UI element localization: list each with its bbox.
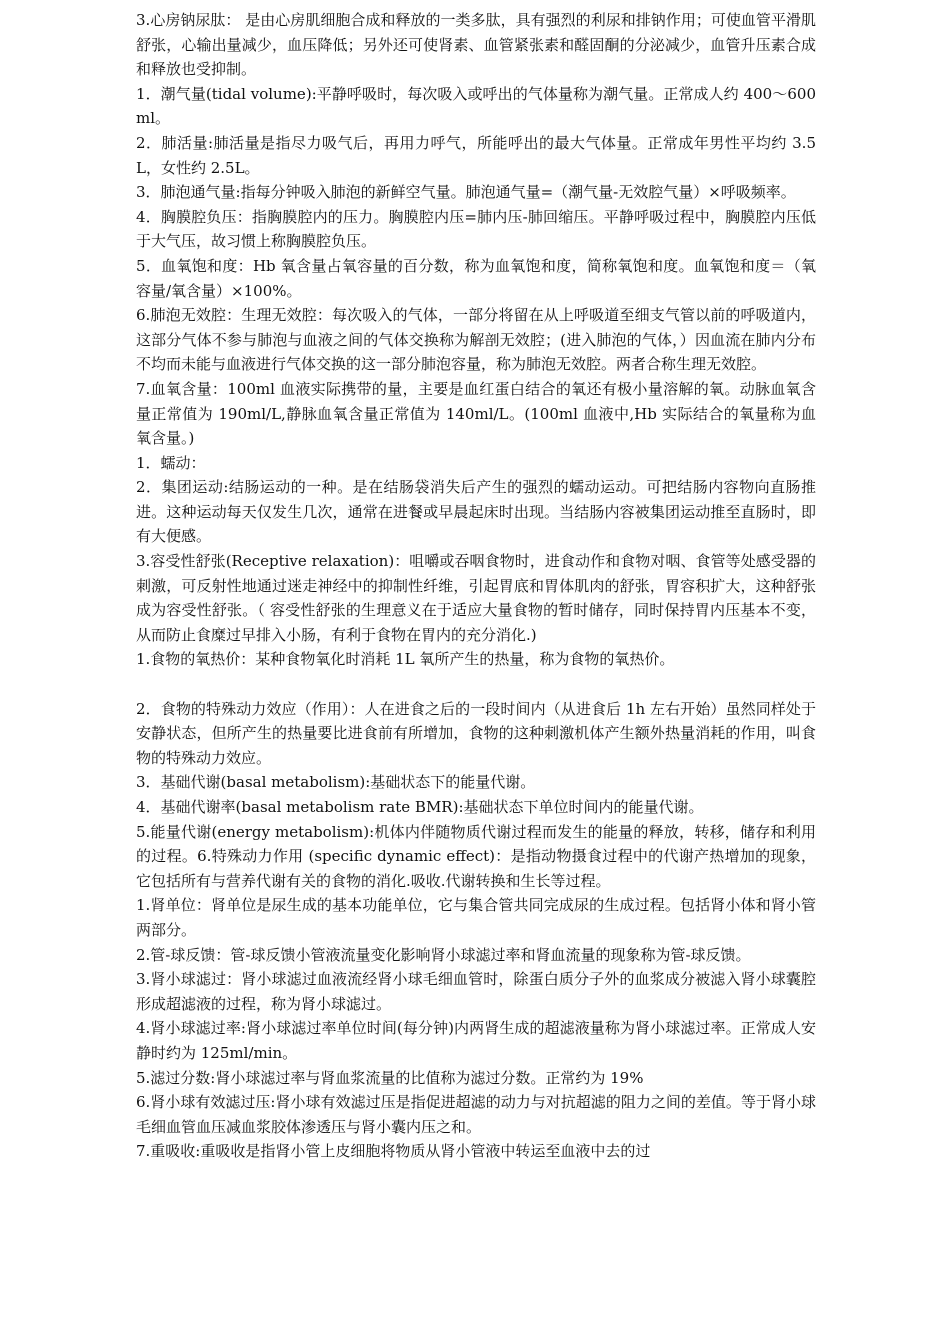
para-basal-metabolic-rate: 4．基础代谢率(basal metabolism rate BMR):基础状态下单位时间内的能量代谢。 xyxy=(136,798,704,816)
para-reabsorption: 7.重吸收:重吸收是指肾小管上皮细胞将物质从肾小管液中转运至血液中去的过 xyxy=(136,1142,651,1161)
para-receptive-relaxation: 3.容受性舒张(Receptive relaxation)：咀嚼或吞咽食物时，进食动作和食物对咽、食管等处感受器的刺激，可反射性地通过迷走神经中的抑制性纤维，引起胃底和胃体肌肉的舒张，胃容积扩大，这种舒张成为容受性舒张。（ 容受性舒张的生理意义在于适应大量食物的暂时储存，同时保持胃内压基本不变，从而防止食糜过早排入小肠，有利于食物在胃内的充分消化.) xyxy=(136,552,816,644)
para-tidal-volume: 1．潮气量(tidal volume):平静呼吸时，每次吸入或呼出的气体量称为潮气量。正常成人约 400～600ml。 xyxy=(136,84,816,128)
blank-line xyxy=(136,672,816,697)
para-glomerular-filtration: 3.肾小球滤过：肾小球滤过血液流经肾小球毛细血管时，除蛋白质分子外的血浆成分被滤入肾小球囊腔形成超滤液的过程，称为肾小球滤过。 xyxy=(136,970,816,1013)
para-mass-movement: 2．集团运动:结肠运动的一种。是在结肠袋消失后产生的强烈的蠕动运动。可把结肠内容物向直肠推进。这种运动每天仅发生几次，通常在进餐或早晨起床时出现。当结肠内容被集团运动推至直肠时，即有大便感。 xyxy=(136,478,816,546)
para-energy-metabolism: 5.能量代谢(energy metabolism):机体内伴随物质代谢过程而发生的能量的释放，转移，储存和利用的过程。6.特殊动力作用 (specific dynamic effect)：是指动物摄食过程中的代谢产热增加的现象，它包括所有与营养代谢有关的食物的消化.吸收.代谢转换和生长等过程。 xyxy=(136,822,816,890)
para-atrial-natriuretic-peptide: 3.心房钠尿肽： 是由心房肌细胞合成和释放的一类多肽，具有强烈的利尿和排钠作用；可使血管平滑肌舒张，心输出量减少，血压降低；另外还可使肾素、血管紧张素和醛固酮的分泌减少，血管升压素合成和释放也受抑制。 xyxy=(136,11,816,79)
para-glomerular-filtration-rate: 4.肾小球滤过率:肾小球滤过率单位时间(每分钟)内两肾生成的超滤液量称为肾小球滤过率。正常成人安静时约为 125ml/min。 xyxy=(136,1019,816,1062)
para-peristalsis: 1．蠕动： xyxy=(136,453,206,472)
para-oxygen-saturation: 5．血氧饱和度：Hb 氧含量占氧容量的百分数，称为血氧饱和度，简称氧饱和度。血氧饱和度＝（氧容量/氧含量）×100%。 xyxy=(136,256,816,300)
para-dead-space: 6.肺泡无效腔：生理无效腔：每次吸入的气体，一部分将留在从上呼吸道至细支气管以前的呼吸道内，这部分气体不参与肺泡与血液之间的气体交换称为解剖无效腔；(进入肺泡的气体，）因血流在肺内分布不均而未能与血液进行气体交换的这一部分肺泡容量，称为肺泡无效腔。两者合称生理无效腔。 xyxy=(136,306,816,374)
para-alveolar-ventilation: 3．肺泡通气量:指每分钟吸入肺泡的新鲜空气量。肺泡通气量=（潮气量-无效腔气量）×呼吸频率。 xyxy=(136,183,796,202)
para-specific-dynamic-effect: 2．食物的特殊动力效应（作用）：人在进食之后的一段时间内（从进食后 1h 左右开始）虽然同样处于安静状态，但所产生的热量要比进食前有所增加，食物的这种刺激机体产生额外热量消耗的作用，叫食物的特殊动力效应。 xyxy=(136,699,816,767)
para-tubuloglomerular-feedback: 2.管-球反馈：管-球反馈小管液流量变化影响肾小球滤过率和肾血流量的现象称为管-球反馈。 xyxy=(136,945,751,964)
para-basal-metabolism: 3．基础代谢(basal metabolism):基础状态下的能量代谢。 xyxy=(136,773,536,792)
para-oxycalorific-value: 1.食物的氧热价：某种食物氧化时消耗 1L 氧所产生的热量，称为食物的氧热价。 xyxy=(136,650,675,669)
para-vital-capacity: 2．肺活量:肺活量是指尽力吸气后，再用力呼气，所能呼出的最大气体量。正常成年男性平均约 3.5L，女性约 2.5L。 xyxy=(136,133,816,177)
para-nephron: 1.肾单位：肾单位是尿生成的基本功能单位，它与集合管共同完成尿的生成过程。包括肾小体和肾小管两部分。 xyxy=(136,896,816,939)
para-oxygen-content: 7.血氧含量：100ml 血液实际携带的量，主要是血红蛋白结合的氧还有极小量溶解的氧。动脉血氧含量正常值为 190ml/L,静脉血氧含量正常值为 140ml/L。(100ml 血液中,Hb 实际结合的氧量称为血氧含量。) xyxy=(136,379,816,448)
para-intrapleural-pressure: 4．胸膜腔负压：指胸膜腔内的压力。胸膜腔内压=肺内压-肺回缩压。平静呼吸过程中，胸膜腔内压低于大气压，故习惯上称胸膜腔负压。 xyxy=(136,207,816,251)
para-effective-filtration-pressure: 6.肾小球有效滤过压:肾小球有效滤过压是指促进超滤的动力与对抗超滤的阻力之间的差值。等于肾小球毛细血管血压减血浆胶体渗透压与肾小囊内压之和。 xyxy=(136,1093,816,1136)
para-filtration-fraction: 5.滤过分数:肾小球滤过率与肾血浆流量的比值称为滤过分数。正常约为 19% xyxy=(136,1068,644,1087)
document-body xyxy=(136,8,816,1164)
